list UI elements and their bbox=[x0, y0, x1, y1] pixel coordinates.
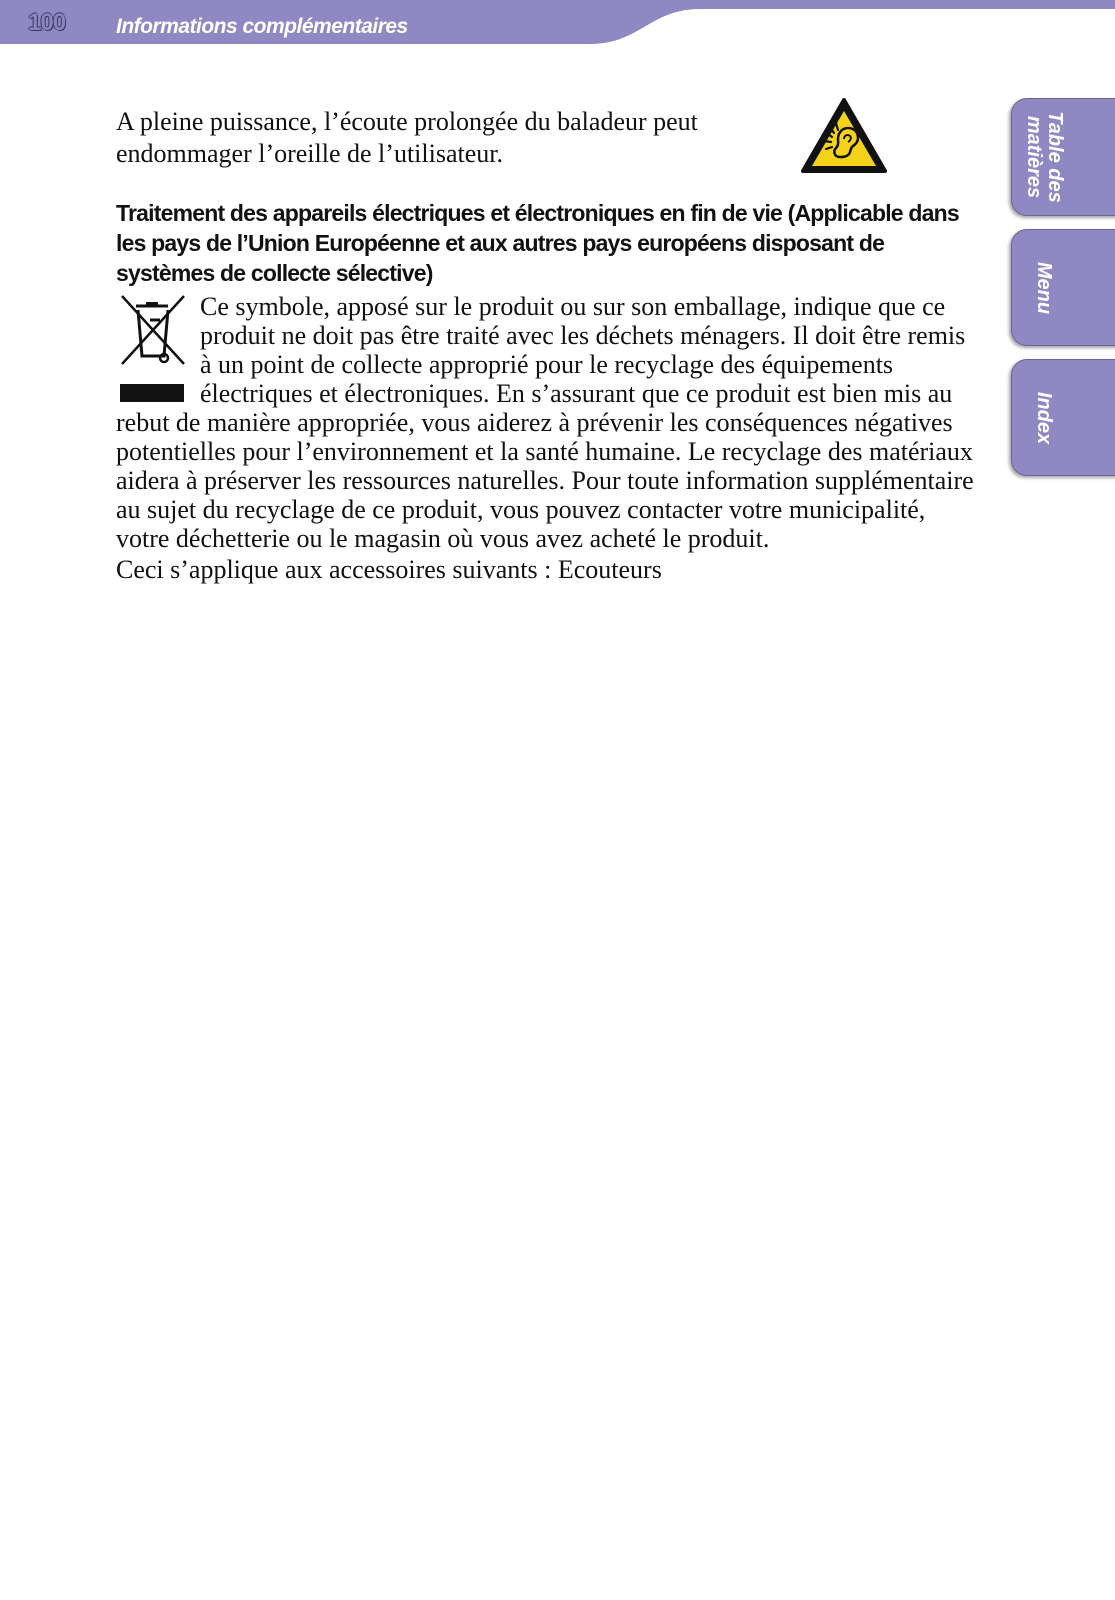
page-number: 100 bbox=[28, 9, 66, 36]
accessories-text: Ceci s’applique aux accessoires suivants : Ecouteurs bbox=[116, 555, 662, 584]
tab-index-label: Index bbox=[1033, 391, 1055, 444]
weee-body-text: Ce symbole, apposé sur le produit ou sur son emballage, indique que ce produit ne doit pas être traité avec les déchets ménagers. Il doit être remis à un point de collecte approprié pour le recyclage des équipements électriques et électroniques. En s’assurant que ce produit est bien mis au rebut de manière appropriée, vous aiderez à prévenir les conséquences négatives potentielles pour l’environnement et la santé humaine. Le recyclage des matériaux aidera à préserver les ressources naturelles. Pour toute information supplémentaire au sujet du recyclage de ce produit, vous pouvez contacter votre municipalité, votre déchetterie ou le magasin où vous avez acheté le produit. bbox=[116, 292, 974, 553]
page-content bbox=[116, 106, 976, 585]
tab-menu[interactable] bbox=[1011, 229, 1115, 346]
hearing-warning bbox=[116, 106, 976, 198]
hearing-warning-icon bbox=[800, 97, 888, 175]
weee-section bbox=[116, 292, 976, 553]
crossed-out-wheelie-bin-icon bbox=[116, 292, 188, 408]
tab-menu-label: Menu bbox=[1033, 261, 1055, 314]
tab-table-of-contents-label: Table des matières bbox=[1023, 111, 1066, 203]
header-band bbox=[0, 0, 1115, 46]
section-title: Informations complémentaires bbox=[116, 15, 408, 38]
tab-index[interactable] bbox=[1011, 359, 1115, 476]
tab-table-of-contents[interactable] bbox=[1011, 98, 1115, 216]
section-heading: Traitement des appareils électriques et électroniques en fin de vie (Applicable dans les pays de l’Union Européenne et aux autres pays européens disposant de systèmes de collecte sélective) bbox=[116, 200, 959, 286]
warning-text: A pleine puissance, l’écoute prolongée du baladeur peut endommager l’oreille de l’utilisateur. bbox=[116, 107, 698, 168]
